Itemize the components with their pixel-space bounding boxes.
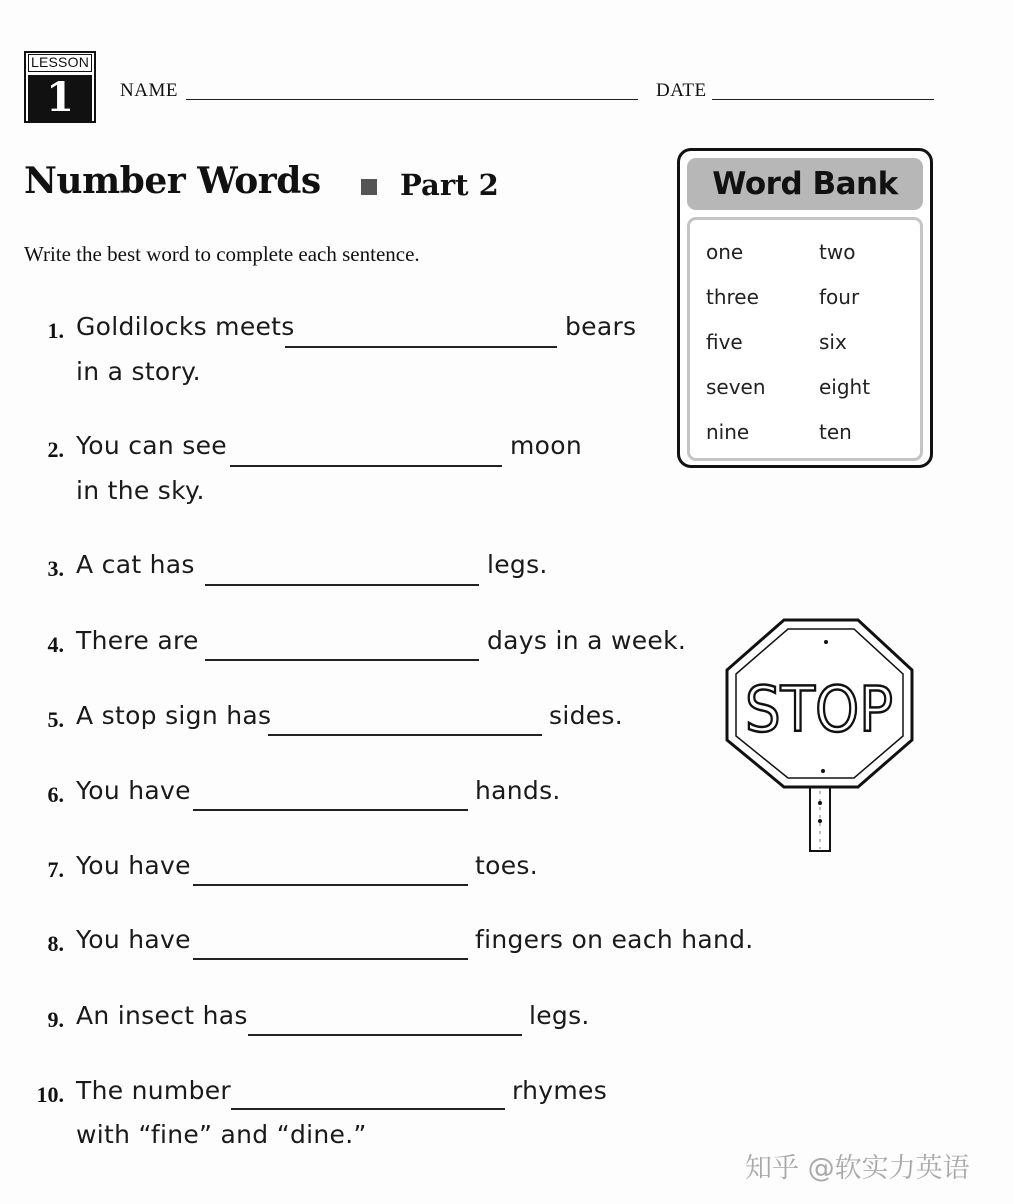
answer-blank-7[interactable] [193,884,468,886]
question-text-after: fingers on each hand. [475,925,754,954]
word-bank-word: two [819,240,856,264]
word-bank-word: five [706,330,743,354]
question-number: 8. [47,931,64,956]
question-text-after: legs. [487,550,548,579]
question-text-before: You have [76,851,191,880]
lesson-number: 1 [28,75,92,121]
question-text-after: toes. [475,851,538,880]
question-number: 6. [47,782,64,807]
word-bank-word: one [706,240,744,264]
question-number: 10. [36,1082,64,1107]
title-separator-square [361,179,377,195]
question-text-after: rhymes [512,1076,608,1105]
question-number: 4. [47,632,64,657]
word-bank-word: eight [819,375,871,399]
question-text-after: moon [510,431,582,460]
lesson-label: LESSON [28,54,92,72]
question-text-before: You have [76,776,191,805]
question-number: 7. [47,857,64,882]
question-number: 2. [47,437,64,462]
word-bank-word: four [819,285,860,309]
date-field-line[interactable] [712,99,934,100]
question-text-before: A cat has [76,550,195,579]
question-text-line2: with “fine” and “dine.” [76,1120,367,1149]
answer-blank-5[interactable] [268,734,542,736]
stop-sign-text: STOP [745,673,893,746]
question-text-line2: in the sky. [76,476,205,505]
answer-blank-9[interactable] [248,1034,522,1036]
name-label: NAME [120,80,178,101]
answer-blank-6[interactable] [193,809,468,811]
answer-blank-4[interactable] [205,659,479,661]
question-text-before: An insect has [76,1001,248,1030]
watermark: 知乎 @软实力英语 [745,1153,970,1184]
question-text-before: A stop sign has [76,701,272,730]
question-text-before: The number [76,1076,232,1105]
date-label: DATE [656,80,707,101]
lesson-badge [24,51,96,123]
word-bank-list [687,217,923,461]
page-title: Number Words [24,160,321,202]
answer-blank-2[interactable] [230,465,502,467]
question-text-before: Goldilocks meets [76,312,295,341]
question-number: 9. [47,1007,64,1032]
question-number: 3. [47,556,64,581]
question-text-before: You have [76,925,191,954]
word-bank-word: seven [706,375,766,399]
word-bank-word: nine [706,420,750,444]
question-text-after: legs. [529,1001,590,1030]
word-bank-word: six [819,330,847,354]
question-text-after: sides. [549,701,623,730]
word-bank-word: three [706,285,759,309]
word-bank [677,148,933,468]
instructions: Write the best word to complete each sentence. [24,242,420,266]
page-subtitle: Part 2 [400,168,499,202]
question-text-after: days in a week. [487,626,687,655]
question-text-after: bears [565,312,637,341]
answer-blank-3[interactable] [205,584,479,586]
question-number: 1. [47,318,64,343]
word-bank-word: ten [819,420,852,444]
question-number: 5. [47,707,64,732]
answer-blank-8[interactable] [193,958,468,960]
question-text-before: There are [76,626,199,655]
question-text-before: You can see [76,431,227,460]
answer-blank-1[interactable] [285,346,557,348]
question-text-line2: in a story. [76,357,201,386]
answer-blank-10[interactable] [231,1108,505,1110]
name-field-line[interactable] [186,99,638,100]
question-text-after: hands. [475,776,561,805]
word-bank-title: Word Bank [687,158,923,210]
stop-sign-illustration [722,615,917,855]
